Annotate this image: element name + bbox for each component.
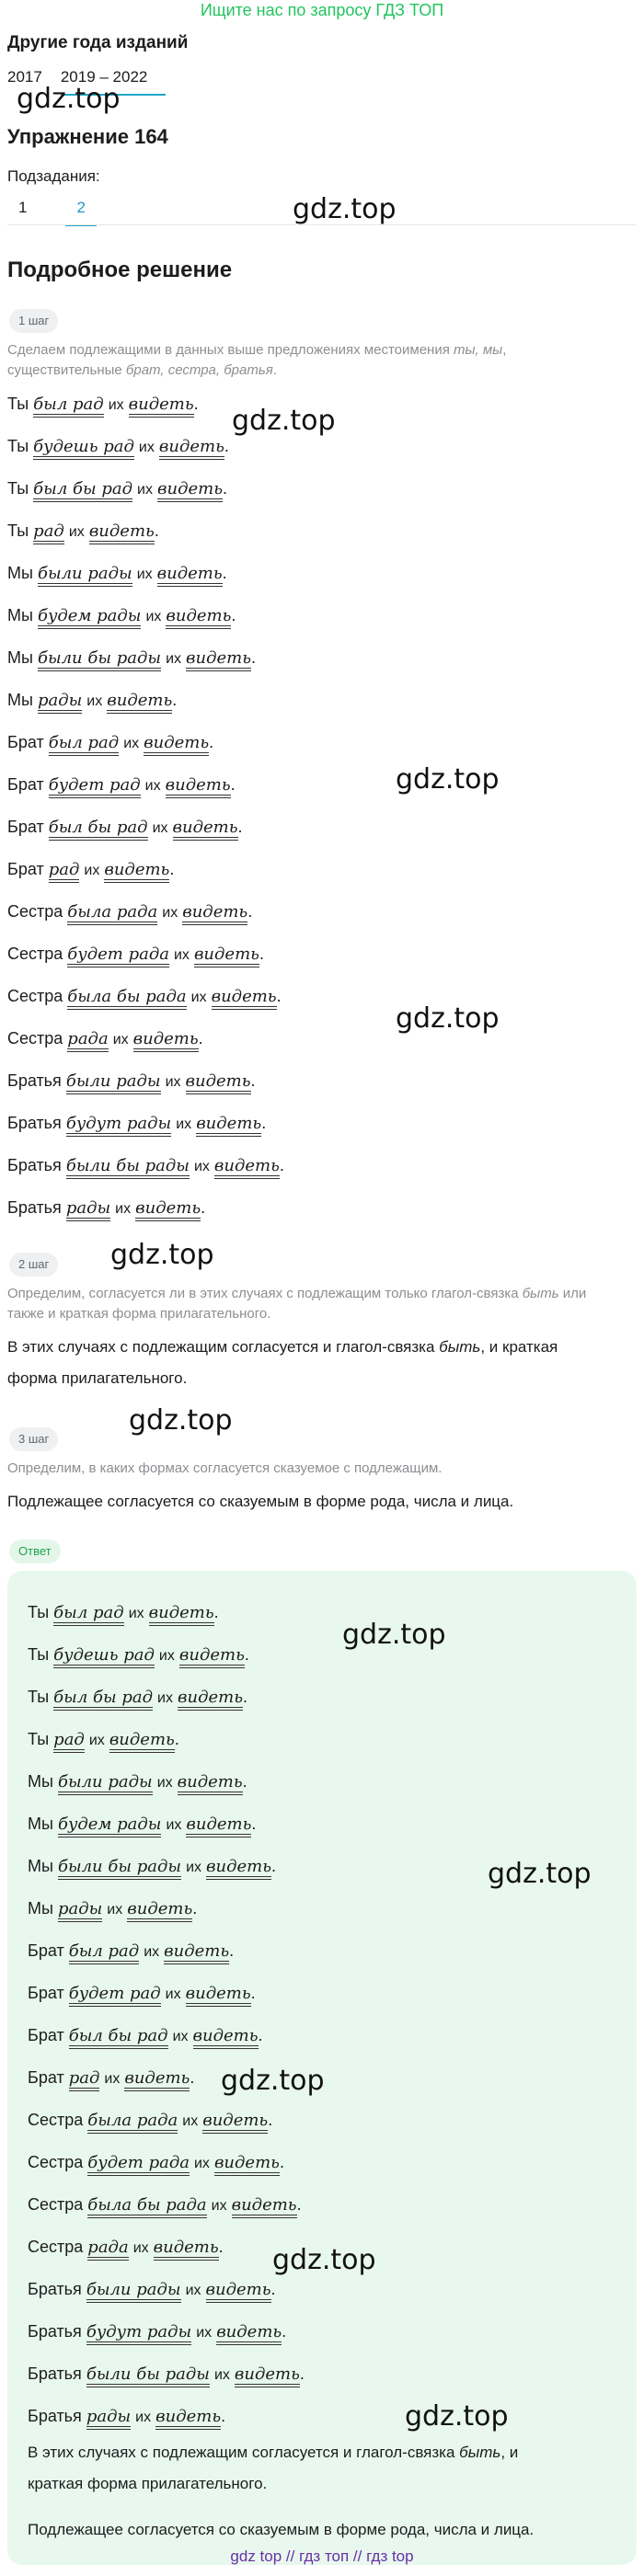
- subject: Братья: [28, 2407, 82, 2425]
- answer-sentence: [28, 1727, 179, 1753]
- subject: Мы: [7, 606, 33, 624]
- answer-sentence: [28, 2319, 286, 2345]
- step-1-sentence: [7, 519, 159, 544]
- subject: Сестра: [28, 2238, 84, 2256]
- punctuation: .: [268, 2111, 273, 2129]
- punctuation: .: [230, 775, 236, 794]
- pronoun: их: [173, 947, 190, 963]
- subject: Мы: [28, 1772, 53, 1791]
- predicate: была бы рада: [67, 987, 186, 1010]
- pronoun: их: [190, 990, 207, 1005]
- answer-sentence: [28, 1939, 234, 1964]
- infinitive: видеть: [202, 2111, 268, 2134]
- pronoun: их: [196, 2325, 213, 2341]
- punctuation: .: [192, 1899, 198, 1918]
- predicate: будут рады: [66, 1114, 171, 1137]
- answer-sentence: [28, 1685, 247, 1711]
- predicate: рад: [69, 2068, 100, 2091]
- predicate: была рада: [67, 902, 157, 925]
- pronoun: их: [144, 778, 161, 794]
- step-3-note: Определим, в каких формах согласуется сказуемое с подлежащим.: [7, 1460, 443, 1476]
- step-2-conclusion: В этих случаях с подлежащим согласуется и глагол-связка быть, и краткая форма прилагательного.: [7, 1338, 558, 1387]
- predicate: рады: [58, 1899, 102, 1922]
- pronoun: их: [137, 482, 153, 498]
- punctuation: .: [209, 733, 214, 751]
- step-1-sentence: [7, 815, 243, 841]
- pronoun: их: [213, 2367, 230, 2383]
- punctuation: .: [169, 860, 175, 878]
- subtask-tab-1[interactable]: 1: [18, 199, 28, 216]
- predicate: были бы рады: [86, 2364, 210, 2387]
- infinitive: видеть: [144, 733, 209, 756]
- answer-sentence: [28, 1643, 249, 1668]
- step-1-sentence: [7, 942, 264, 967]
- step-1-sentence: [7, 899, 252, 925]
- predicate: будут рады: [86, 2322, 191, 2345]
- predicate: будет рада: [67, 945, 169, 967]
- subject: Брат: [28, 1941, 64, 1960]
- infinitive: видеть: [193, 2026, 259, 2049]
- step-1-sentence: [7, 1153, 284, 1179]
- predicate: будет рада: [87, 2153, 190, 2176]
- step-1-sentence: [7, 773, 236, 798]
- subtasks-title: Подзадания:: [7, 167, 100, 185]
- watermark: gdz.top: [488, 1858, 592, 1890]
- infinitive: видеть: [178, 1772, 243, 1795]
- pronoun: их: [84, 863, 100, 878]
- predicate: были бы рады: [38, 648, 161, 671]
- answer-sentence: [28, 1600, 219, 1626]
- predicate: будет рад: [49, 775, 141, 798]
- subject: Сестра: [28, 2195, 84, 2214]
- pronoun: их: [135, 2410, 152, 2425]
- watermark: gdz.top: [405, 2400, 509, 2433]
- subject: Мы: [28, 1899, 53, 1918]
- punctuation: .: [223, 479, 228, 498]
- pronoun: их: [166, 1817, 182, 1833]
- subject: Ты: [7, 395, 29, 413]
- subject: Ты: [7, 479, 29, 498]
- punctuation: .: [243, 1688, 248, 1706]
- watermark: gdz.top: [232, 405, 336, 437]
- infinitive: видеть: [164, 1941, 229, 1964]
- infinitive: видеть: [206, 2280, 271, 2303]
- pronoun: их: [165, 1074, 181, 1090]
- predicate: были рады: [58, 1772, 153, 1795]
- subject: Сестра: [7, 902, 63, 921]
- predicate: рад: [49, 860, 80, 883]
- infinitive: видеть: [214, 2153, 280, 2176]
- predicate: был бы рад: [53, 1688, 153, 1711]
- pronoun: их: [152, 820, 168, 836]
- infinitive: видеть: [212, 987, 277, 1010]
- infinitive: видеть: [166, 775, 231, 798]
- subject: Братья: [28, 2364, 82, 2383]
- predicate: рада: [87, 2238, 128, 2261]
- infinitive: видеть: [186, 648, 251, 671]
- infinitive: видеть: [124, 2068, 190, 2091]
- subject: Братья: [7, 1114, 62, 1132]
- step-3-conclusion: Подлежащее согласуется со сказуемым в форме рода, числа и лица.: [7, 1493, 514, 1510]
- pronoun: их: [162, 905, 178, 921]
- punctuation: .: [251, 648, 257, 667]
- punctuation: .: [282, 2322, 287, 2341]
- subject: Ты: [7, 521, 29, 540]
- punctuation: .: [229, 1941, 235, 1960]
- predicate: был рад: [69, 1941, 140, 1964]
- subject: Ты: [7, 437, 29, 455]
- predicate: рад: [53, 1730, 85, 1753]
- punctuation: .: [250, 1984, 256, 2002]
- punctuation: .: [190, 2068, 195, 2087]
- subtask-tabs: [7, 195, 97, 226]
- pronoun: их: [185, 2283, 201, 2298]
- predicate: был бы рад: [69, 2026, 168, 2049]
- predicate: рады: [86, 2407, 131, 2430]
- pronoun: их: [193, 2156, 210, 2171]
- punctuation: .: [242, 1772, 247, 1791]
- predicate: был рад: [49, 733, 120, 756]
- step-1-note: Сделаем подлежащими в данных выше предложениях местоимения ты, мы, существительные брат, сестра, братья.: [7, 342, 507, 378]
- predicate: будем рады: [58, 1815, 161, 1838]
- answer-sentence: [28, 2150, 284, 2176]
- answer-sentence: [28, 1896, 197, 1922]
- subject: Ты: [28, 1603, 50, 1621]
- punctuation: .: [231, 606, 236, 624]
- step-3-badge: 3 шаг: [9, 1427, 58, 1451]
- step-1-sentence: [7, 730, 213, 756]
- pronoun: их: [138, 440, 155, 455]
- punctuation: .: [259, 945, 264, 963]
- subject: Брат: [7, 860, 44, 878]
- pronoun: их: [132, 2240, 149, 2256]
- infinitive: видеть: [182, 902, 247, 925]
- punctuation: .: [296, 2195, 302, 2214]
- punctuation: .: [244, 1645, 249, 1664]
- punctuation: .: [279, 1156, 284, 1174]
- predicate: был рад: [53, 1603, 124, 1626]
- subject: Сестра: [7, 987, 63, 1005]
- punctuation: .: [261, 1114, 267, 1132]
- punctuation: .: [198, 1029, 203, 1048]
- year-tab-2017[interactable]: 2017: [7, 68, 42, 86]
- punctuation: .: [271, 1857, 277, 1875]
- infinitive: видеть: [232, 2195, 297, 2218]
- punctuation: .: [258, 2026, 263, 2044]
- predicate: рады: [66, 1198, 110, 1221]
- predicate: была бы рада: [87, 2195, 206, 2218]
- pronoun: их: [193, 1159, 210, 1174]
- infinitive: видеть: [173, 818, 238, 841]
- pronoun: их: [112, 1032, 129, 1048]
- pronoun: их: [115, 1201, 132, 1217]
- punctuation: .: [221, 2407, 226, 2425]
- answer-sentence: [28, 2023, 263, 2049]
- answer-badge: Ответ: [9, 1540, 61, 1563]
- predicate: были бы рады: [58, 1857, 181, 1880]
- pronoun: их: [176, 1116, 192, 1132]
- step-1-badge: 1 шаг: [9, 309, 58, 333]
- subject: Братья: [28, 2280, 82, 2298]
- pronoun: их: [128, 1606, 144, 1621]
- pronoun: их: [186, 1860, 202, 1875]
- predicate: были бы рады: [66, 1156, 190, 1179]
- subject: Братья: [28, 2322, 82, 2341]
- subject: Ты: [28, 1688, 50, 1706]
- predicate: были рады: [86, 2280, 181, 2303]
- infinitive: видеть: [235, 2364, 300, 2387]
- answer-sentence: [28, 2404, 225, 2430]
- subject: Сестра: [7, 1029, 63, 1048]
- infinitive: видеть: [214, 1156, 280, 1179]
- subject: Братья: [7, 1071, 62, 1090]
- subtask-tab-2[interactable]: 2: [65, 195, 96, 226]
- pronoun: их: [144, 1944, 160, 1960]
- other-years-title: Другие года изданий: [7, 33, 189, 52]
- pronoun: их: [123, 736, 140, 751]
- infinitive: видеть: [186, 1071, 251, 1094]
- subject: Брат: [7, 818, 44, 836]
- punctuation: .: [154, 521, 159, 540]
- infinitive: видеть: [149, 1603, 214, 1626]
- punctuation: .: [174, 1730, 179, 1748]
- punctuation: .: [222, 564, 227, 582]
- subject: Брат: [28, 2026, 64, 2044]
- predicate: была рада: [87, 2111, 178, 2134]
- infinitive: видеть: [155, 2407, 221, 2430]
- punctuation: .: [251, 1815, 257, 1833]
- subject: Ты: [28, 1730, 50, 1748]
- step-1-sentence: [7, 603, 236, 629]
- subject: Мы: [7, 691, 33, 709]
- infinitive: видеть: [206, 1857, 271, 1880]
- subject: Мы: [28, 1857, 53, 1875]
- solution-title: Подробное решение: [7, 258, 233, 282]
- pronoun: их: [211, 2198, 227, 2214]
- exercise-title: Упражнение 164: [7, 125, 168, 148]
- subject: Мы: [7, 648, 33, 667]
- answer-sentence: [28, 2192, 302, 2218]
- subject: Брат: [7, 775, 44, 794]
- predicate: были рады: [38, 564, 132, 587]
- watermark: gdz.top: [293, 193, 397, 225]
- infinitive: видеть: [216, 2322, 282, 2345]
- infinitive: видеть: [154, 2238, 219, 2261]
- watermark: gdz.top: [396, 763, 500, 796]
- step-1-sentence: [7, 1111, 266, 1137]
- infinitive: видеть: [196, 1114, 261, 1137]
- subject: Сестра: [28, 2153, 84, 2171]
- step-1-sentence: [7, 646, 256, 671]
- answer-sentence: [28, 1769, 247, 1795]
- predicate: будешь рад: [33, 437, 134, 460]
- infinitive: видеть: [179, 1645, 245, 1668]
- predicate: рад: [33, 521, 64, 544]
- predicate: рады: [38, 691, 82, 714]
- answer-sentence: [28, 2362, 305, 2387]
- infinitive: видеть: [159, 437, 224, 460]
- punctuation: .: [201, 1198, 206, 1217]
- step-1-sentence: [7, 857, 174, 883]
- infinitive: видеть: [166, 606, 231, 629]
- punctuation: .: [224, 437, 229, 455]
- infinitive: видеть: [194, 945, 259, 967]
- punctuation: .: [279, 2153, 284, 2171]
- answer-sentence: [28, 1981, 256, 2007]
- predicate: был бы рад: [33, 479, 132, 502]
- punctuation: .: [270, 2280, 276, 2298]
- pronoun: их: [88, 1733, 105, 1748]
- predicate: будет рад: [69, 1984, 161, 2007]
- step-1-sentence: [7, 1026, 203, 1052]
- pronoun: их: [104, 2071, 121, 2087]
- predicate: будем рады: [38, 606, 141, 629]
- predicate: был бы рад: [49, 818, 148, 841]
- step-2-note: Определим, согласуется ли в этих случаях с подлежащим только глагол-связка быть или также и краткая форма прилагательного.: [7, 1286, 587, 1322]
- pronoun: их: [68, 524, 85, 540]
- pronoun: их: [156, 1775, 173, 1791]
- predicate: будешь рад: [53, 1645, 155, 1668]
- answer-sentence: [28, 2108, 272, 2134]
- punctuation: .: [247, 902, 253, 921]
- infinitive: видеть: [178, 1688, 243, 1711]
- predicate: рада: [67, 1029, 108, 1052]
- step-2-badge: 2 шаг: [9, 1253, 58, 1277]
- subject: Брат: [7, 733, 44, 751]
- watermark: gdz.top: [17, 83, 121, 115]
- subject: Сестра: [28, 2111, 84, 2129]
- answer-sentence: [28, 2235, 224, 2261]
- watermark: gdz.top: [396, 1002, 500, 1035]
- punctuation: .: [276, 987, 282, 1005]
- subject: Брат: [28, 1984, 64, 2002]
- step-1-sentence: [7, 392, 199, 418]
- answer-sentence: [28, 2066, 194, 2091]
- pronoun: их: [172, 2029, 189, 2044]
- pronoun: их: [107, 1902, 123, 1918]
- step-1-sentence: [7, 984, 282, 1010]
- subject: Ты: [28, 1645, 50, 1664]
- punctuation: .: [237, 818, 243, 836]
- step-1-sentence: [7, 561, 227, 587]
- step-1-sentence: [7, 476, 227, 502]
- footer-links[interactable]: gdz top // гдз топ // гдз top: [230, 2547, 414, 2565]
- pronoun: их: [86, 693, 103, 709]
- infinitive: видеть: [135, 1198, 201, 1221]
- infinitive: видеть: [109, 1730, 175, 1753]
- predicate: был рад: [33, 395, 104, 418]
- pronoun: их: [157, 1690, 173, 1706]
- infinitive: видеть: [104, 860, 169, 883]
- watermark: gdz.top: [221, 2065, 325, 2097]
- infinitive: видеть: [133, 1029, 199, 1052]
- subject: Братья: [7, 1156, 62, 1174]
- answer-sentence: [28, 2277, 276, 2303]
- infinitive: видеть: [157, 564, 223, 587]
- punctuation: .: [250, 1071, 256, 1090]
- infinitive: видеть: [186, 1815, 251, 1838]
- infinitive: видеть: [89, 521, 155, 544]
- infinitive: видеть: [129, 395, 194, 418]
- step-1-sentence: [7, 688, 177, 714]
- punctuation: .: [193, 395, 199, 413]
- watermark: gdz.top: [129, 1404, 233, 1437]
- pronoun: их: [108, 397, 124, 413]
- watermark: gdz.top: [342, 1619, 446, 1651]
- step-1-sentence: [7, 1069, 256, 1094]
- infinitive: видеть: [107, 691, 172, 714]
- pronoun: их: [166, 651, 182, 667]
- punctuation: .: [213, 1603, 219, 1621]
- infinitive: видеть: [157, 479, 223, 502]
- punctuation: .: [218, 2238, 224, 2256]
- search-hint-banner: Ищите нас по запросу ГДЗ ТОП: [200, 1, 444, 19]
- subject: Мы: [7, 564, 33, 582]
- punctuation: .: [172, 691, 178, 709]
- answer-conclusion-2: Подлежащее согласуется со сказуемым в форме рода, числа и лица.: [28, 2521, 535, 2538]
- pronoun: их: [145, 609, 162, 624]
- subject: Мы: [28, 1815, 53, 1833]
- pronoun: их: [136, 567, 153, 582]
- pronoun: их: [165, 1986, 181, 2002]
- answer-sentence: [28, 1812, 256, 1838]
- answer-conclusion-1: В этих случаях с подлежащим согласуется и глагол-связка быть, и краткая форма прилагательного.: [28, 2444, 519, 2492]
- infinitive: видеть: [186, 1984, 251, 2007]
- pronoun: их: [182, 2113, 199, 2129]
- punctuation: .: [299, 2364, 305, 2383]
- subject: Брат: [28, 2068, 64, 2087]
- step-1-sentence: [7, 1196, 205, 1221]
- watermark: gdz.top: [272, 2244, 376, 2276]
- answer-sentence: [28, 1854, 276, 1880]
- subject: Сестра: [7, 945, 63, 963]
- watermark: gdz.top: [110, 1239, 214, 1271]
- predicate: были рады: [66, 1071, 161, 1094]
- step-1-sentence: [7, 434, 229, 460]
- infinitive: видеть: [127, 1899, 192, 1922]
- pronoun: их: [158, 1648, 175, 1664]
- subject: Братья: [7, 1198, 62, 1217]
- year-tab-2019-2022[interactable]: 2019 – 2022: [61, 68, 167, 96]
